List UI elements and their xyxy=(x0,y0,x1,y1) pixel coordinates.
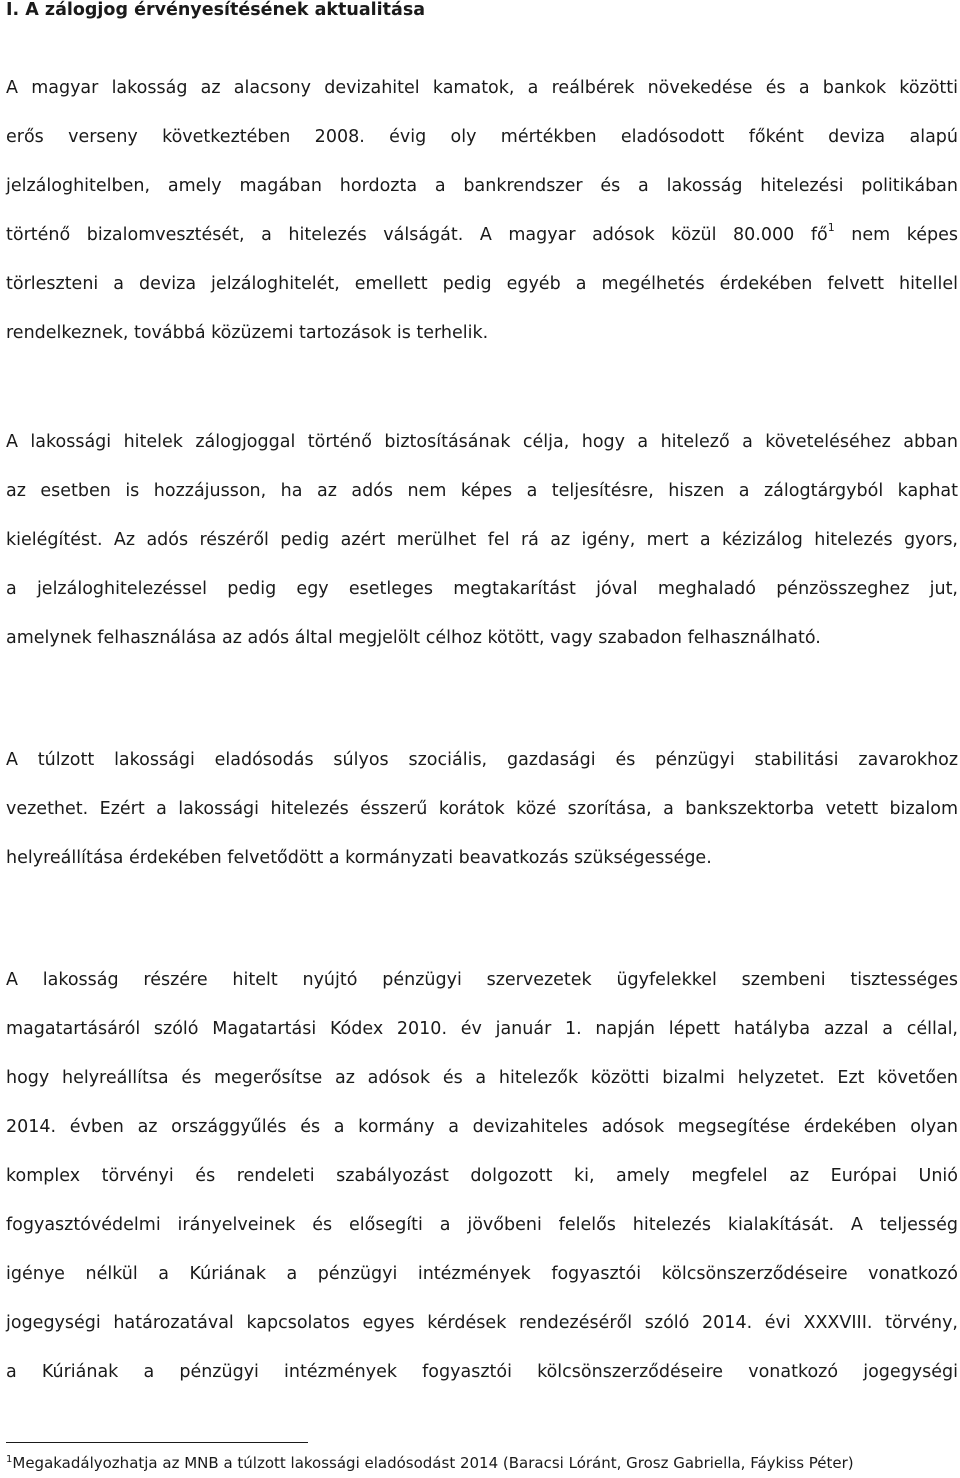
text-line: A túlzott lakossági eladósodás súlyos szociális, gazdasági és pénzügyi stabilitási zavarokhoz xyxy=(6,750,958,770)
text-line: 2014. évben az országgyűlés és a kormány a devizahiteles adósok megsegítése érdekében olyan xyxy=(6,1117,958,1137)
text-line: A magyar lakosság az alacsony devizahitel kamatok, a reálbérek növekedése és a bankok közötti xyxy=(6,78,958,98)
text-line: az esetben is hozzájusson, ha az adós nem képes a teljesítésre, hiszen a zálogtárgyból kaphat xyxy=(6,481,958,501)
text-line: amelynek felhasználása az adós által megjelölt célhoz kötött, vagy szabadon felhasználható. xyxy=(6,628,821,648)
section-heading: I. A zálogjog érvényesítésének aktualitása xyxy=(6,0,426,20)
footnote-separator xyxy=(6,1442,308,1443)
text-line: hogy helyreállítsa és megerősítse az adósok és a hitelezők közötti bizalmi helyzetet. Ezt követően xyxy=(6,1068,958,1088)
footnote-text: Megakadályozhatja az MNB a túlzott lakossági eladósodást 2014 (Baracsi Lóránt, Grosz Gabriella, Fáykiss Péter) xyxy=(12,1454,854,1472)
text-line: a Kúriának a pénzügyi intézmények fogyasztói kölcsönszerződéseire vonatkozó jogegységi xyxy=(6,1362,958,1382)
text-line: a jelzáloghitelezéssel pedig egy esetleges megtakarítást jóval meghaladó pénzösszeghez jut, xyxy=(6,579,958,599)
text-line: igénye nélkül a Kúriának a pénzügyi intézmények fogyasztói kölcsönszerződéseire vonatkozó xyxy=(6,1264,958,1284)
footnote-ref: 1 xyxy=(827,221,835,234)
text-line: vezethet. Ezért a lakossági hitelezés ésszerű korátok közé szorítása, a bankszektorba vetett bizalom xyxy=(6,799,958,819)
text-line: kielégítést. Az adós részéről pedig azért merülhet fel rá az igény, mert a kézizálog hitelezés gyors, xyxy=(6,530,958,550)
text-line: magatartásáról szóló Magatartási Kódex 2010. év január 1. napján lépett hatályba azzal a céllal, xyxy=(6,1019,958,1039)
footnote xyxy=(6,1452,854,1477)
text-line: A lakossági hitelek zálogjoggal történő biztosításának célja, hogy a hitelező a követeléséhez abban xyxy=(6,432,958,452)
text-fragment: történő bizalomvesztését, a hitelezés válságát. A magyar adósok közül 80.000 fő xyxy=(6,225,828,245)
text-line-with-footnote xyxy=(6,220,958,250)
text-line: helyreállítása érdekében felvetődött a kormányzati beavatkozás szükségessége. xyxy=(6,848,712,868)
text-line: törleszteni a deviza jelzáloghitelét, emellett pedig egyéb a megélhetés érdekében felvett hitellel xyxy=(6,274,958,294)
text-line: jelzáloghitelben, amely magában hordozta a bankrendszer és a lakosság hitelezési politikában xyxy=(6,176,958,196)
text-line: rendelkeznek, továbbá közüzemi tartozások is terhelik. xyxy=(6,323,489,343)
text-line: fogyasztóvédelmi irányelveinek és elősegíti a jövőbeni felelős hitelezés kialakítását. A teljesség xyxy=(6,1215,958,1235)
text-line: jogegységi határozatával kapcsolatos egyes kérdések rendezéséről szóló 2014. évi XXXVIII. törvény, xyxy=(6,1313,958,1333)
text-fragment: nem képes xyxy=(851,225,958,245)
text-line: komplex törvényi és rendeleti szabályozást dolgozott ki, amely megfelel az Európai Unió xyxy=(6,1166,958,1186)
text-line: A lakosság részére hitelt nyújtó pénzügyi szervezetek ügyfelekkel szembeni tisztességes xyxy=(6,970,958,990)
text-line: erős verseny következtében 2008. évig oly mértékben eladósodott főként deviza alapú xyxy=(6,127,958,147)
footnote-mark: 1 xyxy=(6,1454,13,1465)
